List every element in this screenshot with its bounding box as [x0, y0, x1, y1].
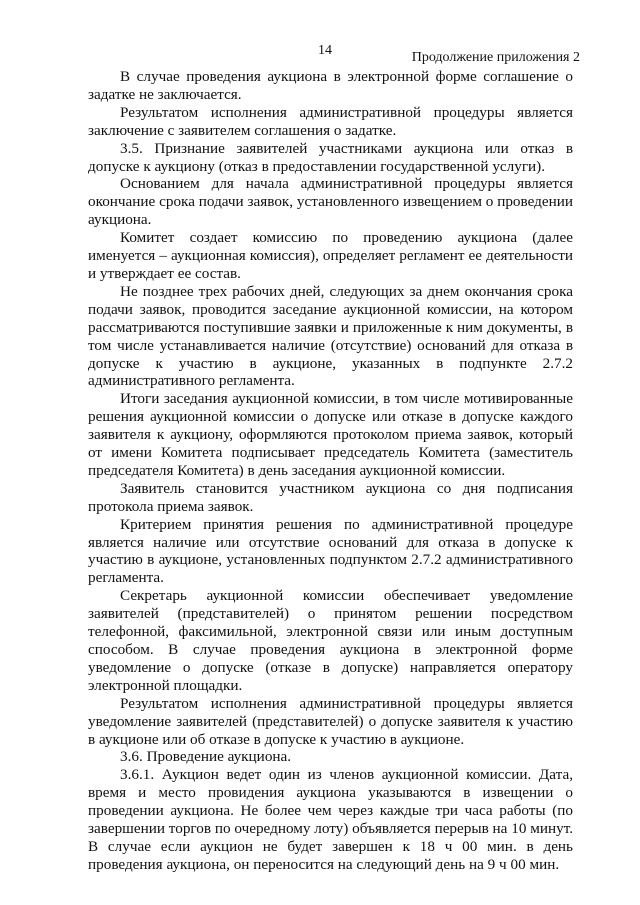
- section-heading: 3.5. Признание заявителей участниками аукциона или отказ в допуске к аукциону (отказ в предоставлении государственной услуги).: [88, 139, 573, 175]
- paragraph: Критерием принятия решения по административной процедуре является наличие или отсутствие оснований для отказа в допуске к участию в аукционе, установленных подпунктом 2.7.2 административного регламента.: [88, 515, 573, 587]
- paragraph: 3.6.1. Аукцион ведет один из членов аукционной комиссии. Дата, время и место провидения аукциона указываются в извещении о проведении аукциона. Не более чем через каждые три часа работы (по завершении торгов по очередному лоту) объявляется перерыв на 10 минут. В случае если аукцион не будет завершен к 18 ч 00 мин. в день проведения аукциона, он переносится на следующий день на 9 ч 00 мин.: [88, 766, 573, 873]
- paragraph: Секретарь аукционной комиссии обеспечивает уведомление заявителей (представителей) о принятом решении посредством телефонной, факсимильной, электронной связи или иным доступным способом. В случае проведения аукциона в электронной форме уведомление о допуске (отказе в допуске) направляется оператору электронной площадки.: [88, 587, 573, 694]
- paragraph: Не позднее трех рабочих дней, следующих за днем окончания срока подачи заявок, проводится заседание аукционной комиссии, на котором рассматриваются поступившие заявки и приложенные к ним документы, в том числе устанавливается наличие (отсутствие) оснований для отказа в допуске к участию в аукционе, указанных в подпункте 2.7.2 административного регламента.: [88, 282, 573, 390]
- document-body: [88, 68, 573, 874]
- paragraph: Результатом исполнения административной процедуры является заключение с заявителем соглашения о задатке.: [88, 103, 573, 139]
- appendix-continuation-label: Продолжение приложения 2: [411, 50, 580, 65]
- paragraph: Заявитель становится участником аукциона со дня подписания протокола приема заявок.: [88, 479, 573, 515]
- section-heading: 3.6. Проведение аукциона.: [120, 748, 292, 766]
- paragraph: Итоги заседания аукционной комиссии, в том числе мотивированные решения аукционной комиссии о допуске или отказе в допуске каждого заявителя к аукциону, оформляются протоколом приема заявок, который от имени Комитета подписывает председатель Комитета (заместитель председателя Комитета) в день заседания аукционной комиссии.: [88, 390, 573, 479]
- paragraph: В случае проведения аукциона в электронной форме соглашение о задатке не заключается.: [88, 68, 573, 103]
- paragraph: Результатом исполнения административной процедуры является уведомление заявителей (представителей) о допуске заявителя к участию в аукционе или об отказе в допуске к участию в аукционе.: [88, 694, 573, 748]
- paragraph: Основанием для начала административной процедуры является окончание срока подачи заявок, установленного извещением о проведении аукциона.: [88, 175, 573, 229]
- page-number: 14: [318, 43, 332, 58]
- paragraph: Комитет создает комиссию по проведению аукциона (далее именуется – аукционная комиссия), определяет регламент ее деятельности и утверждает ее состав.: [88, 229, 573, 282]
